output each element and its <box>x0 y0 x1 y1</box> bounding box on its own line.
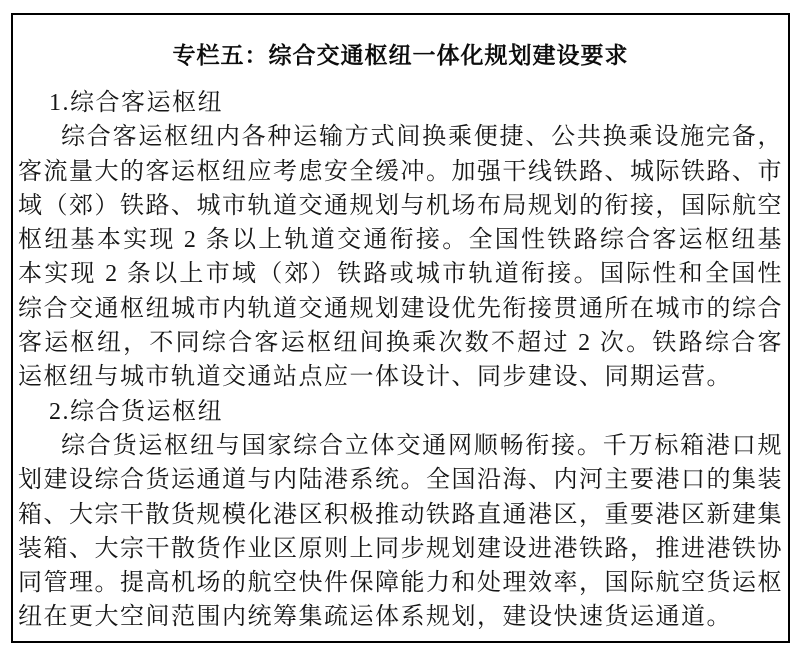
section-1-heading: 1.综合客运枢纽 <box>49 90 223 116</box>
section-2-paragraph: 综合货运枢纽与国家综合立体交通网顺畅衔接。千万标箱港口规划建设综合货运通道与内陆港系统。全国沿海、内河主要港口的集装箱、大宗干散货规模化港区积极推动铁路直通港区，重要港区新建集装箱、大宗干散货作业区原则上同步规划建设进港铁路，推进港铁协同管理。提高机场的航空快件保障能力和处理效率，国际航空货运枢纽在更大空间范围内统筹集疏运体系规划，建设快速货运通道。 <box>18 432 783 631</box>
section-1-paragraph: 综合客运枢纽内各种运输方式间换乘便捷、公共换乘设施完备，客流量大的客运枢纽应考虑安全缓冲。加强干线铁路、城际铁路、市域（郊）铁路、城市轨道交通规划与机场布局规划的衔接，国际航空枢纽基本实现 2 条以上轨道交通衔接。全国性铁路综合客运枢纽基本实现 2 条以上市域（郊）铁路或城市轨道衔接。国际性和全国性综合交通枢纽城市内轨道交通规划建设优先衔接贯通所在城市的综合客运枢纽，不同综合客运枢纽间换乘次数不超过 2 次。铁路综合客运枢纽与城市轨道交通站点应一体设计、同步建设、同期运营。 <box>18 124 783 391</box>
box-body <box>18 86 783 635</box>
policy-column-box <box>11 13 790 643</box>
section-2-heading: 2.综合货运枢纽 <box>49 398 223 425</box>
box-title: 专栏五：综合交通枢纽一体化规划建设要求 <box>172 42 629 68</box>
